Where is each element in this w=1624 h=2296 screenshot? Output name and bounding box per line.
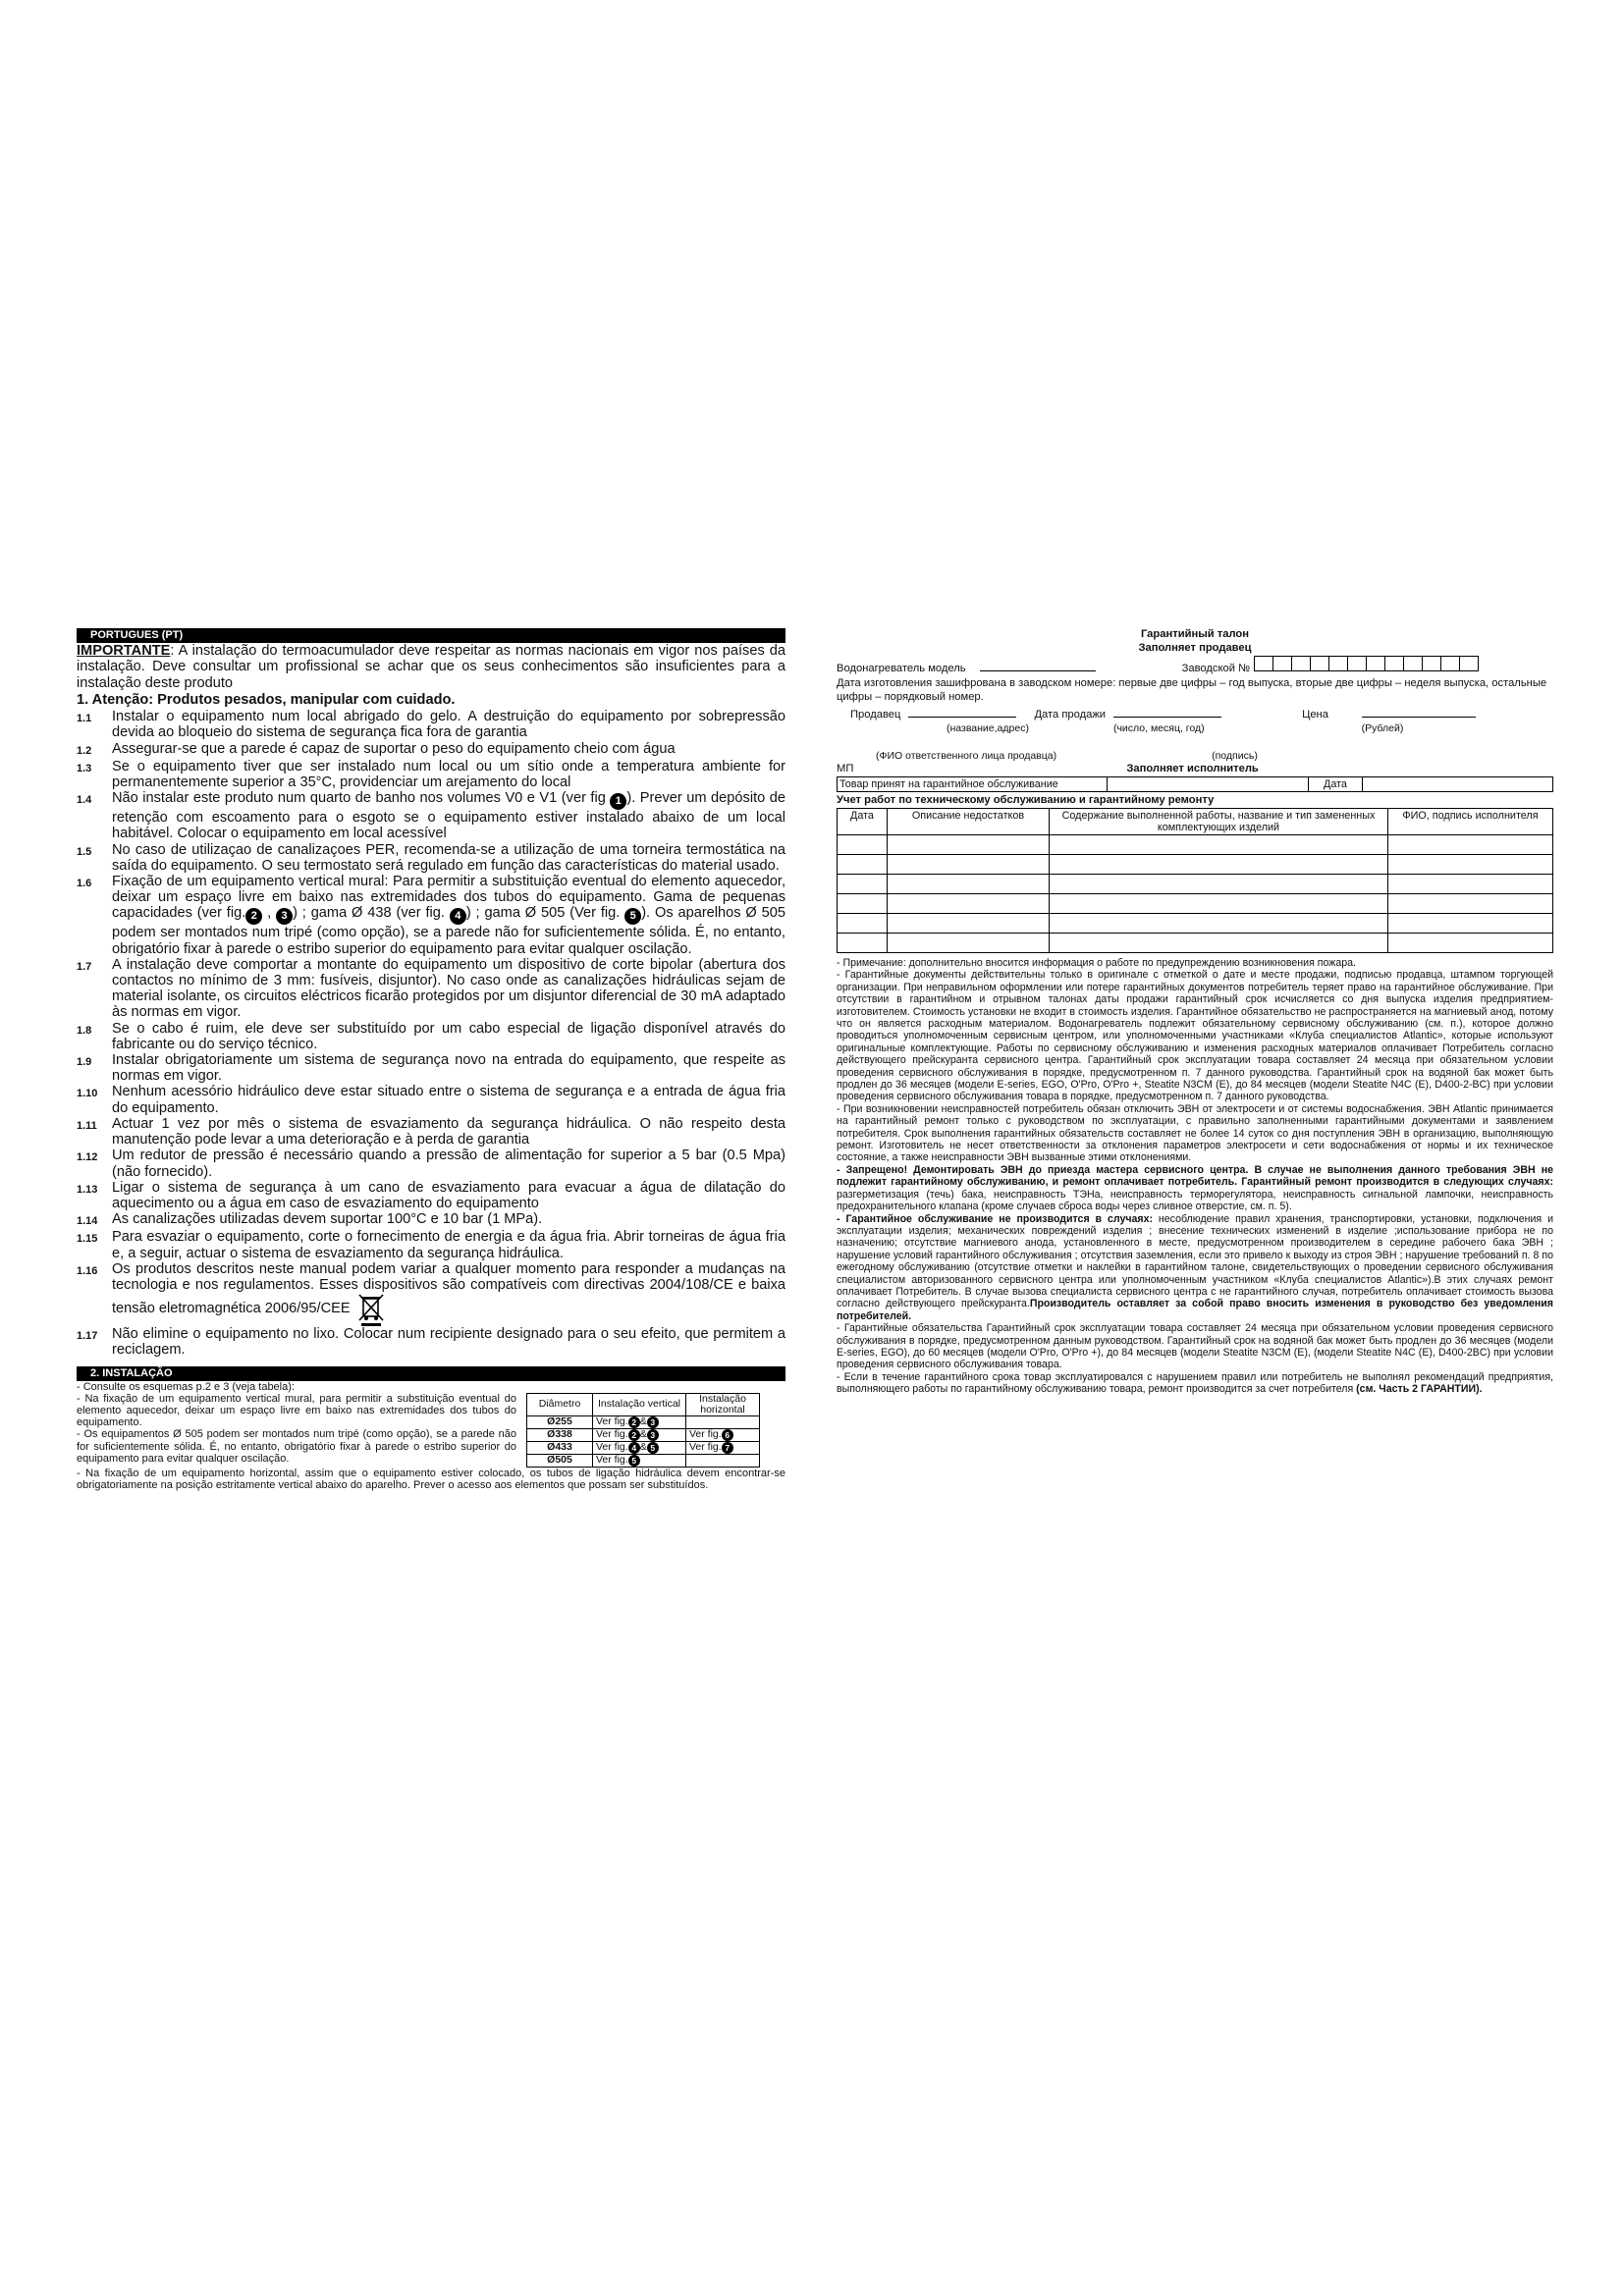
stamp-label: МП bbox=[837, 763, 854, 775]
note-paragraph: - Если в течение гарантийного срока товар эксплуатировался с нарушением правил или потребитель не выполнял рекомендаций предприятия, выполняющего работы по гарантийному обслуживанию товара, ремонт производится за счет потребителя (см. Часть 2 ГАРАНТИИ). bbox=[837, 1370, 1553, 1396]
note-paragraph: - Примечание: дополнительно вносится информация о работе по предупреждению возникновения пожара. bbox=[837, 956, 1356, 969]
table-cell[interactable] bbox=[838, 893, 888, 913]
date-sublabel: (число, месяц, год) bbox=[1112, 721, 1205, 734]
installation-table bbox=[526, 1393, 760, 1468]
table-header-diameter: Diâmetro bbox=[527, 1393, 593, 1415]
col-work: Содержание выполненной работы, название и тип замененных комплектующих изделий bbox=[1050, 808, 1388, 834]
table-row: Ø505 Ver fig. 5 bbox=[527, 1454, 760, 1467]
list-item-1-9: 1.9 Instalar obrigatoriamente um sistema de segurança novo na entrada do equipamento, que respeite as normas em vigor. bbox=[77, 1052, 785, 1085]
sale-date-label: Дата продажи bbox=[1034, 708, 1107, 721]
note-paragraph: - Запрещено! Демонтировать ЭВН до приезда мастера сервисного центра. В случае не выполнения данного требования ЭВН не подлежит гарантийному обслуживанию, и ремонт оплачивает потребитель. Гарантийный ремонт производится в следующих случаях: разгерметизация (течь) бака, неисправность ТЭНа, неисправность терморегулятора, неисправность сигнальной лампочки, неисправность предохранительного клапана (кроме случаев сброса воды через сливное отверстие, см. п. 5). bbox=[837, 1163, 1553, 1213]
portuguese-column bbox=[77, 628, 785, 1491]
list-item-1-4: 1.4 Não instalar este produto num quarto de banho nos volumes V0 e V1 (ver fig 1 ). Prever um depósito de retenção com escoamento para o esgoto se o equipamento estiver instalado abaixo de um local habitável. Colocar o equipamento em local acessível bbox=[77, 790, 785, 842]
list-item-1-8: 1.8 Se o cabo é ruim, ele deve ser substituído por um cabo especial de ligação disponível através do fabricante ou do serviço técnico. bbox=[77, 1020, 785, 1052]
list-item-1-17: 1.17 Não elimine o equipamento no lixo. Colocar num recipiente designado para o seu efeito, que permitem a reciclagem. bbox=[77, 1326, 785, 1359]
installation-line-1: - Consulte os esquemas p.2 e 3 (veja tabela): bbox=[77, 1380, 295, 1393]
table-row bbox=[838, 933, 1553, 952]
table-cell[interactable] bbox=[1388, 933, 1553, 952]
table-row: Ø433 Ver fig. 4 & 5 Ver fig. 7 bbox=[527, 1441, 760, 1454]
table-cell[interactable] bbox=[838, 933, 888, 952]
warranty-title: Гарантийный талон bbox=[1140, 628, 1249, 640]
sign-sublabel: (подпись) bbox=[1212, 749, 1258, 762]
executor-title: Заполняет исполнитель bbox=[1126, 763, 1259, 775]
figure-5-icon: 5 bbox=[624, 908, 641, 925]
installation-line-3: - Os equipamentos Ø 505 podem ser montados num tripé (como opção), se a parede não for suficientemente sólida. É, no entanto, obrigatório fixar à parede o estribo superior do equipamento para evitar qualquer oscilação. bbox=[77, 1428, 516, 1465]
list-item-1-2: 1.2 Assegurar-se que a parede é capaz de suportar o peso do equipamento cheio com água bbox=[77, 740, 676, 757]
table-cell[interactable] bbox=[1050, 854, 1388, 874]
date-encoding-note: Дата изготовления зашифрована в заводском номере: первые две цифры – год выпуска, вторые две цифры – неделя выпуска, остальные цифры – порядковый номер. bbox=[837, 677, 1547, 704]
figure-icon: 3 bbox=[647, 1429, 659, 1441]
note-paragraph: - Гарантийные документы действительны только в оригинале с отметкой о дате и месте продажи, подписью продавца, штампом торгующей организации. При неправильном оформлении или потере гарантийных документов потребитель теряет право на гарантийное обслуживание. При отсутствии в гарантийном и отрывном талонах даты продажи гарантийный срок исчисляется со дня выпуска изделия предприятием-изготовителем. Стоимость установки не входит в стоимость изделия. Гарантийное обязательство не распространяется на магниевый анод, потому что он является расходным материалом. Водонагреватель подлежит обязательному сервисному обслуживанию (см. п.), которое должно проводиться уполномоченным сервисным центром, или уполномоченными участниками «Клуба специалистов Atlantic», которые используют оригинальные комплектующие. Работы по сервисному обслуживанию и изменения расходных материалов оплачивает Потребитель согласно действующего прейскуранта сервисного центра. Гарантийный срок эксплуатации товара составляет 24 месяца при обязательном условии проведения сервисного обслуживания в порядке, предусмотренном п. 7 данного руководства. Гарантийный срок на водяной бак может быть продлен до 36 месяцев (модели E-series, EGO, O'Pro, O'Pro +, Steatite N3CM (E), до 84 месяцев (модели Steatite N4C (E), D400-2-BC) при условии проведения сервисного обслуживания товара в порядке, предусмотренном п. 7 данного руководства. bbox=[837, 969, 1553, 1103]
figure-2-icon: 2 bbox=[245, 908, 262, 925]
table-row bbox=[838, 834, 1553, 854]
price-field[interactable] bbox=[1362, 717, 1476, 718]
table-cell[interactable] bbox=[1050, 893, 1388, 913]
table-cell[interactable] bbox=[888, 933, 1050, 952]
model-field[interactable] bbox=[980, 670, 1096, 671]
figure-3-icon: 3 bbox=[276, 908, 293, 925]
list-item-1-5: 1.5 No caso de utilizaçao de canalizaçoes PER, recomenda-se a utilização de uma torneira termostática na saída do equipamento. O seu termostato será regulado em função das características do material usado. bbox=[77, 841, 785, 874]
list-item-1-12: 1.12 Um redutor de pressão é necessário quando a pressão de alimentação for superior a 5 bar (0.5 Mpa) (não fornecido). bbox=[77, 1148, 785, 1180]
table-cell[interactable] bbox=[1050, 913, 1388, 933]
table-cell[interactable] bbox=[888, 834, 1050, 854]
attention-heading: 1. Atenção: Produtos pesados, manipular com cuidado. bbox=[77, 692, 456, 709]
list-item-1-13: 1.13 Ligar o sistema de segurança à um cano de esvaziamento para evacuar a água de dilatação do aquecimento ou a água em caso de esvaziamento do equipamento bbox=[77, 1179, 785, 1211]
list-item-1-10: 1.10 Nenhum acessório hidráulico deve estar situado entre o sistema de segurança e a entrada de água fria do equipamento. bbox=[77, 1084, 785, 1116]
figure-icon: 2 bbox=[628, 1429, 640, 1441]
accepted-label: Товар принят на гарантийное обслуживание bbox=[838, 777, 1108, 792]
list-item-1-11: 1.11 Actuar 1 vez por mês o sistema de esvaziamento da segurança hidráulica. O não respeito desta manutenção pode levar a uma deterioração e à perda de garantia bbox=[77, 1115, 785, 1148]
table-cell[interactable] bbox=[838, 834, 888, 854]
list-item-1-14: 1.14 As canalizações utilizadas devem suportar 100°C e 10 bar (1 MPa). bbox=[77, 1211, 543, 1228]
section-header-portugues: PORTUGUES (PT) bbox=[77, 628, 785, 643]
sale-date-field[interactable] bbox=[1113, 717, 1221, 718]
seller-field[interactable] bbox=[908, 717, 1016, 718]
table-row: Ø338 Ver fig. 2 & 3 Ver fig. 6 bbox=[527, 1428, 760, 1441]
warranty-column bbox=[837, 628, 1553, 1396]
installation-line-2: - Na fixação de um equipamento vertical mural, para permitir a substituição eventual do elemento aquecedor, deixar um espaço livre em baixo nas extremidades dos tubos do equipamento. bbox=[77, 1392, 516, 1429]
seller-sublabel: (название,адрес) bbox=[947, 721, 1029, 734]
fio-sublabel: (ФИО ответственного лица продавца) bbox=[876, 749, 1057, 762]
figure-icon: 5 bbox=[647, 1442, 659, 1454]
weee-crossed-bin-icon bbox=[358, 1293, 384, 1326]
table-cell[interactable] bbox=[1388, 874, 1553, 893]
figure-icon: 6 bbox=[722, 1429, 733, 1441]
list-item-1-7: 1.7 A instalação deve comportar a montante do equipamento um dispositivo de corte bipolar (abertura dos contactos no mínimo de 3 mm: fusíveis, disjuntor). No caso onde as canalizações hidráulicas sejam de material isolante, os circuitos eléctricos ficarão protegidos por um disjuntor diferencial de 30 mA adaptado às normas em vigor. bbox=[77, 956, 785, 1021]
installation-line-4: - Na fixação de um equipamento horizontal, assim que o equipamento estiver colocado, os tubos de ligação hidráulica devem encontrar-se obrigatoriamente na posição estritamente vertical abaixo do aparelho. Prever o acesso aos elementos que possam ser substituídos. bbox=[77, 1467, 785, 1491]
table-row bbox=[838, 854, 1553, 874]
figure-icon: 4 bbox=[628, 1442, 640, 1454]
accepted-date-label: Дата bbox=[1309, 777, 1363, 792]
list-item-1-6: 1.6 Fixação de um equipamento vertical mural: Para permitir a substituição eventual do elemento aquecedor, deixar um espaço livre em baixo nas extremidades dos tubos do equipamento. Gama de pequenas capacidades (ver fig. 2 , 3 ) ; gama Ø 438 (ver fig. 4 ) ; gama Ø 505 (Ver fig. 5 ). Os aparelhos Ø 505 podem ser montados num tripé (como opção), se a parede não for suficientemente sólida. É, no entanto, obrigatório fixar à parede o estribo superior do equipamento para evitar qualquer oscilação. bbox=[77, 874, 785, 957]
section-header-instalacao: 2. INSTALAÇÃO bbox=[77, 1366, 785, 1381]
price-sublabel: (Рублей) bbox=[1361, 721, 1404, 734]
table-row: Ø255 Ver fig. 2 & 3 bbox=[527, 1415, 760, 1428]
table-header-horizontal: Instalação horizontal bbox=[686, 1393, 760, 1415]
list-item-1-15: 1.15 Para esvaziar o equipamento, corte o fornecimento de energia e da água fria. Abrir torneiras de água fria e, a seguir, actuar o sistema de esvaziamento da segurança hidráulica. bbox=[77, 1229, 785, 1261]
accepted-table bbox=[837, 776, 1553, 792]
note-paragraph: - Гарантийные обязательства Гарантийный срок эксплуатации товара составляет 24 месяца при обязательном условии проведения сервисного обслуживания в порядке, предусмотренном данным руководством. Гарантийный срок на водяной бак может быть продлен до 36 месяцев (модели E-series, EGO), до 60 месяцев (модели O'Pro, O'Pro +), до 84 месяцев (модели Steatite N3CM (E), (модели Steatite N4C (E), D400-2BC) при условии проведения сервисного обслуживания товара. bbox=[837, 1322, 1553, 1371]
model-label: Водонагреватель модель bbox=[837, 662, 966, 674]
accepted-field[interactable] bbox=[1108, 777, 1309, 792]
warranty-notes bbox=[837, 957, 1553, 1396]
service-log-title: Учет работ по техническому обслуживанию и гарантийному ремонту bbox=[837, 794, 1215, 807]
col-defects: Описание недостатков bbox=[888, 808, 1050, 834]
important-label: IMPORTANTE bbox=[77, 643, 171, 659]
col-executor: ФИО, подпись исполнителя bbox=[1388, 808, 1553, 834]
table-row bbox=[838, 893, 1553, 913]
figure-4-icon: 4 bbox=[450, 908, 466, 925]
serial-label: Заводской № bbox=[1181, 662, 1251, 674]
service-log-table bbox=[837, 808, 1553, 953]
table-row bbox=[838, 874, 1553, 893]
list-item-1-16: 1.16 Os produtos descritos neste manual podem variar a qualquer momento para responder a mudanças na tecnologia e nos regulamentos. Esses dispositivos são compatíveis com directivas 2004/108/CE e baixa tensão eletromagnética 2006/95/CEE bbox=[77, 1261, 785, 1326]
table-cell[interactable] bbox=[838, 874, 888, 893]
table-cell[interactable] bbox=[838, 854, 888, 874]
figure-icon: 3 bbox=[647, 1416, 659, 1428]
table-cell[interactable] bbox=[888, 874, 1050, 893]
table-cell[interactable] bbox=[888, 913, 1050, 933]
seller-fills-title: Заполняет продавец bbox=[1138, 641, 1252, 654]
important-paragraph bbox=[77, 643, 785, 691]
table-cell[interactable] bbox=[888, 893, 1050, 913]
list-item-1-1: 1.1 Instalar o equipamento num local abrigado do gelo. A destruição do equipamento por sobrepressão devida ao bloqueio do sistema de segurança fica fora de garantia bbox=[77, 709, 785, 741]
table-cell[interactable] bbox=[1050, 834, 1388, 854]
table-row bbox=[838, 913, 1553, 933]
list-item-1-3: 1.3 Se o equipamento tiver que ser instalado num local ou um sítio onde a temperatura ambiente for permanentemente superior a 35°C, providenciar um arejamento do local bbox=[77, 758, 785, 791]
col-date: Дата bbox=[838, 808, 888, 834]
seller-label: Продавец bbox=[850, 708, 901, 721]
installation-section bbox=[77, 1366, 785, 1492]
table-cell[interactable] bbox=[1050, 933, 1388, 952]
table-cell[interactable] bbox=[1388, 834, 1553, 854]
serial-number-boxes[interactable] bbox=[1254, 656, 1479, 671]
table-cell[interactable] bbox=[838, 913, 888, 933]
table-cell[interactable] bbox=[1388, 854, 1553, 874]
figure-icon: 5 bbox=[628, 1455, 640, 1467]
figure-icon: 2 bbox=[628, 1416, 640, 1428]
table-cell[interactable] bbox=[1388, 893, 1553, 913]
table-cell[interactable] bbox=[1388, 913, 1553, 933]
note-paragraph: - Гарантийное обслуживание не производится в случаях: несоблюдение правил хранения, транспортировки, установки, подключения и эксплуатации изделия; механических повреждений изделия ; внесение технических изменений в изделие ;использование прибора не по назначению; отсутствие магниевого анода, установленного в месте, предусмотренном производителем в середине рабочего бака ЭВН ; нарушение условий гарантийного обслуживания ; отсутствия заземления, если это привело к выходу из строя ЭВН ; нарушение требований п. 8 по ежегодному обслуживанию (отсутствие отметки и наклейки в гарантийном талоне, свидетельствующих о проведении сервисного обслуживания специалистом авторизованного сервисного центра или уполномоченным участником «Клуба специалистов Atlantic»).В этих случаях ремонт оплачивает Потребитель. В случае вызова специалиста сервисного центра с не гарантийного случая, потребитель оплачивает стоимость вызова согласно действующего прейскуранта.Производитель оставляет за собой право вносить изменения в руководство без уведомления потребителей. bbox=[837, 1212, 1553, 1322]
table-cell[interactable] bbox=[888, 854, 1050, 874]
accepted-date-field[interactable] bbox=[1363, 777, 1553, 792]
important-text: : A instalação do termoacumulador deve respeitar as normas nacionais em vigor nos países da instalação. Deve consultar um profissional se achar que os seus conhecimentos são insuficientes para a instalação deste produto bbox=[77, 643, 785, 691]
table-header-vertical: Instalação vertical bbox=[593, 1393, 686, 1415]
figure-icon: 7 bbox=[722, 1442, 733, 1454]
table-cell[interactable] bbox=[1050, 874, 1388, 893]
price-label: Цена bbox=[1302, 708, 1328, 721]
note-paragraph: - При возникновении неисправностей потребитель обязан отключить ЭВН от электросети и от системы водоснабжения. ЭВН Atlantic принимается на гарантийный ремонт только с руководством по эксплуатации, с правильно заполненными гарантийными документами и заявлением потребителя. Срок выполнения гарантийных обязательств составляет не более 14 суток со дня поступления ЭВН в организацию, выполняющую ремонт. Изготовитель не несет ответственности за отклонения параметров электросети и сети водоснабжения от нормы и их техническое состояние, а также неисправности ЭВН вызванные этими отклонениями. bbox=[837, 1102, 1553, 1164]
figure-1-icon: 1 bbox=[610, 793, 626, 810]
